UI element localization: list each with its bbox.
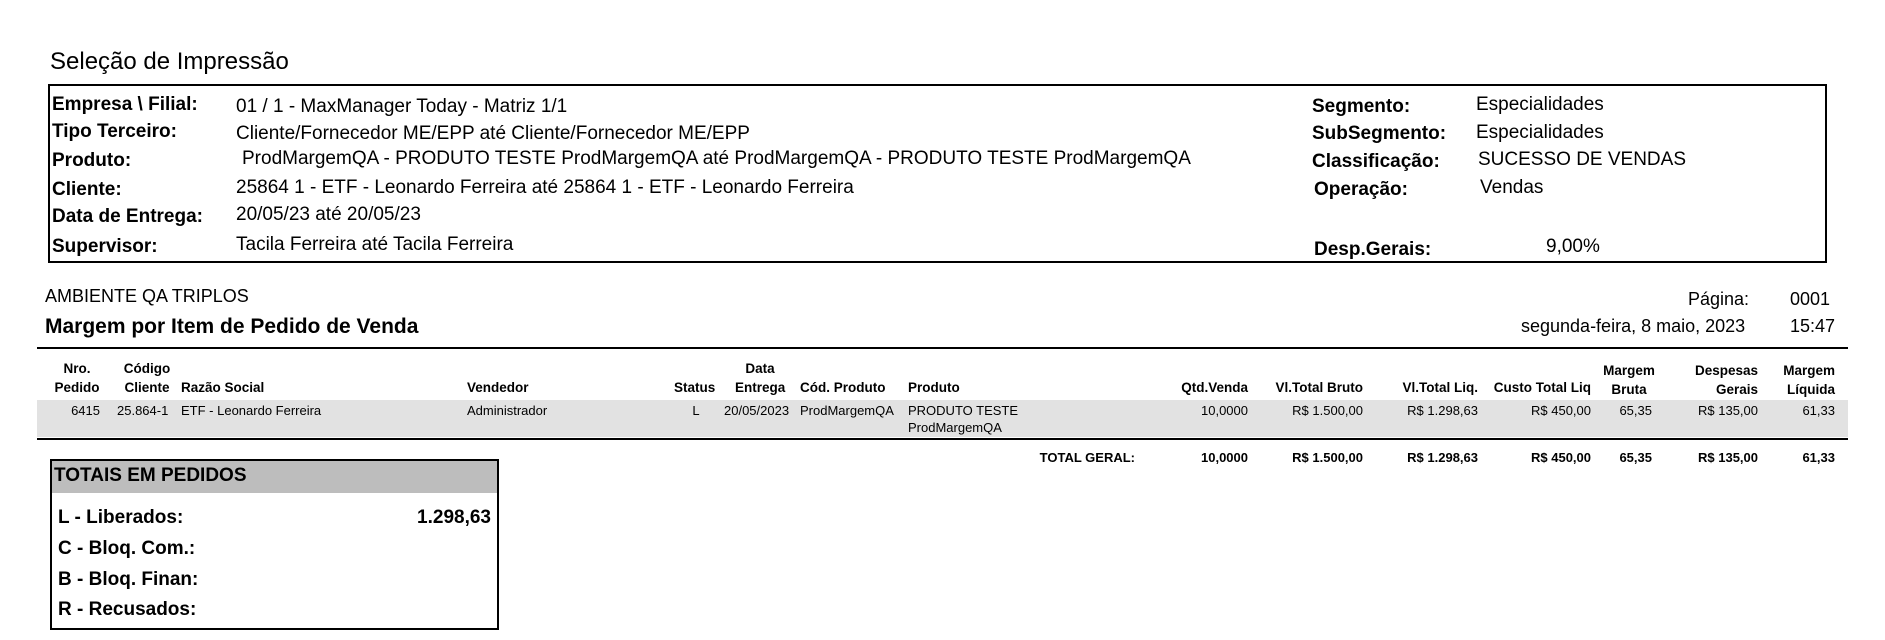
filter-label-cliente: Cliente: bbox=[52, 179, 122, 200]
filter-value-produto: ProdMargemQA - PRODUTO TESTE ProdMargemQA até ProdMargemQA - PRODUTO TESTE ProdMargemQA bbox=[242, 148, 1191, 169]
col-header-margem-bruta bbox=[1594, 361, 1664, 399]
col-header-despesas-gerais-text: Despesas Gerais bbox=[1694, 363, 1758, 397]
filter-value-empresa: 01 / 1 - MaxManager Today - Matriz 1/1 bbox=[236, 96, 568, 117]
cell-vl-total-bruto: R$ 1.500,00 bbox=[1292, 403, 1363, 418]
filter-value-classificacao: SUCESSO DE VENDAS bbox=[1478, 149, 1686, 170]
totals-line-bloq-finan-label: B - Bloq. Finan: bbox=[58, 569, 199, 590]
filter-value-supervisor: Tacila Ferreira até Tacila Ferreira bbox=[236, 234, 514, 255]
col-header-margem-bruta-text: Margem Bruta bbox=[1603, 363, 1655, 397]
filter-label-classificacao: Classificação: bbox=[1312, 151, 1440, 172]
page-label: Página: bbox=[1688, 289, 1750, 309]
col-header-nro-pedido bbox=[42, 359, 112, 397]
cell-status: L bbox=[692, 403, 700, 418]
cell-cod-produto: ProdMargemQA bbox=[800, 403, 894, 418]
total-margem-liquida: 61,33 bbox=[1802, 450, 1835, 465]
col-header-vl-total-bruto: Vl.Total Bruto bbox=[1275, 380, 1363, 395]
section-title: Seleção de Impressão bbox=[50, 48, 289, 75]
filter-value-data-entrega: 20/05/23 até 20/05/23 bbox=[236, 204, 421, 225]
cell-data-entrega: 20/05/2023 bbox=[724, 403, 790, 418]
totals-line-liberados-value: 1.298,63 bbox=[417, 507, 491, 528]
col-header-status: Status bbox=[674, 380, 716, 395]
cell-nro-pedido: 6415 bbox=[71, 403, 100, 418]
cell-codigo-cliente: 25.864-1 bbox=[117, 403, 169, 418]
totals-line-bloq-com-label: C - Bloq. Com.: bbox=[58, 538, 196, 559]
cell-razao-social: ETF - Leonardo Ferreira bbox=[181, 403, 322, 418]
total-despesas-gerais: R$ 135,00 bbox=[1698, 450, 1758, 465]
col-header-data-entrega-text: Data Entrega bbox=[735, 361, 786, 395]
filter-label-tipo-terceiro: Tipo Terceiro: bbox=[52, 121, 177, 142]
col-header-custo-total-liq: Custo Total Liq bbox=[1493, 380, 1591, 395]
cell-margem-bruta: 65,35 bbox=[1619, 403, 1652, 418]
col-header-codigo-cliente-text: Código Cliente bbox=[123, 361, 171, 395]
total-vl-total-liq: R$ 1.298,63 bbox=[1407, 450, 1478, 465]
table-bottom-divider bbox=[37, 438, 1848, 440]
filter-value-desp-gerais: 9,00% bbox=[1546, 236, 1600, 257]
totals-line-liberados-label: L - Liberados: bbox=[58, 507, 184, 528]
col-header-qtd-venda: Qtd.Venda bbox=[1181, 380, 1248, 395]
cell-vl-total-liq: R$ 1.298,63 bbox=[1407, 403, 1478, 418]
filter-value-cliente: 25864 1 - ETF - Leonardo Ferreira até 25864 1 - ETF - Leonardo Ferreira bbox=[236, 177, 854, 198]
cell-margem-liquida: 61,33 bbox=[1802, 403, 1835, 418]
col-header-data-entrega bbox=[722, 359, 798, 397]
col-header-produto: Produto bbox=[908, 380, 960, 395]
filter-value-tipo-terceiro: Cliente/Fornecedor ME/EPP até Cliente/Fornecedor ME/EPP bbox=[236, 123, 750, 144]
col-header-cod-produto: Cód. Produto bbox=[800, 380, 886, 395]
report-date: segunda-feira, 8 maio, 2023 bbox=[1521, 316, 1746, 336]
total-qtd-venda: 10,0000 bbox=[1201, 450, 1248, 465]
filter-value-segmento: Especialidades bbox=[1476, 94, 1604, 115]
col-header-vl-total-liq: Vl.Total Liq. bbox=[1402, 380, 1478, 395]
totals-line-recusados-label: R - Recusados: bbox=[58, 599, 197, 620]
filter-label-produto: Produto: bbox=[52, 150, 132, 171]
header-divider bbox=[37, 347, 1848, 349]
filter-label-segmento: Segmento: bbox=[1312, 96, 1411, 117]
filter-label-empresa: Empresa \ Filial: bbox=[52, 94, 198, 115]
total-vl-total-bruto: R$ 1.500,00 bbox=[1292, 450, 1363, 465]
cell-custo-total-liq: R$ 450,00 bbox=[1531, 403, 1591, 418]
cell-produto-line1: PRODUTO TESTE bbox=[908, 403, 1019, 418]
col-header-nro-pedido-text: Nro. Pedido bbox=[54, 361, 100, 395]
page-number: 0001 bbox=[1790, 289, 1831, 309]
filter-label-supervisor: Supervisor: bbox=[52, 236, 158, 257]
filter-label-operacao: Operação: bbox=[1314, 179, 1408, 200]
filter-value-subsegmento: Especialidades bbox=[1476, 122, 1604, 143]
cell-despesas-gerais: R$ 135,00 bbox=[1698, 403, 1758, 418]
cell-qtd-venda: 10,0000 bbox=[1201, 403, 1248, 418]
total-custo-total-liq: R$ 450,00 bbox=[1531, 450, 1591, 465]
cell-vendedor: Administrador bbox=[467, 403, 548, 418]
filter-value-operacao: Vendas bbox=[1480, 177, 1544, 198]
col-header-razao-social: Razão Social bbox=[181, 380, 265, 395]
filter-label-data-entrega: Data de Entrega: bbox=[52, 206, 203, 227]
totals-box bbox=[50, 459, 499, 630]
col-header-codigo-cliente bbox=[112, 359, 182, 397]
total-margem-bruta: 65,35 bbox=[1619, 450, 1652, 465]
col-header-margem-liquida bbox=[1760, 361, 1835, 399]
col-header-vendedor: Vendedor bbox=[467, 380, 529, 395]
cell-produto-line2: ProdMargemQA bbox=[908, 420, 1002, 435]
report-time: 15:47 bbox=[1790, 316, 1836, 336]
filter-label-desp-gerais: Desp.Gerais: bbox=[1314, 239, 1432, 260]
report-title: Margem por Item de Pedido de Venda bbox=[45, 315, 419, 338]
filter-label-subsegmento: SubSegmento: bbox=[1312, 123, 1447, 144]
col-header-despesas-gerais bbox=[1680, 361, 1758, 399]
totals-box-title: TOTAIS EM PEDIDOS bbox=[54, 465, 247, 486]
total-geral-label: TOTAL GERAL: bbox=[1039, 450, 1135, 465]
environment-name: AMBIENTE QA TRIPLOS bbox=[45, 286, 249, 306]
col-header-margem-liquida-text: Margem Líquida bbox=[1783, 363, 1835, 397]
